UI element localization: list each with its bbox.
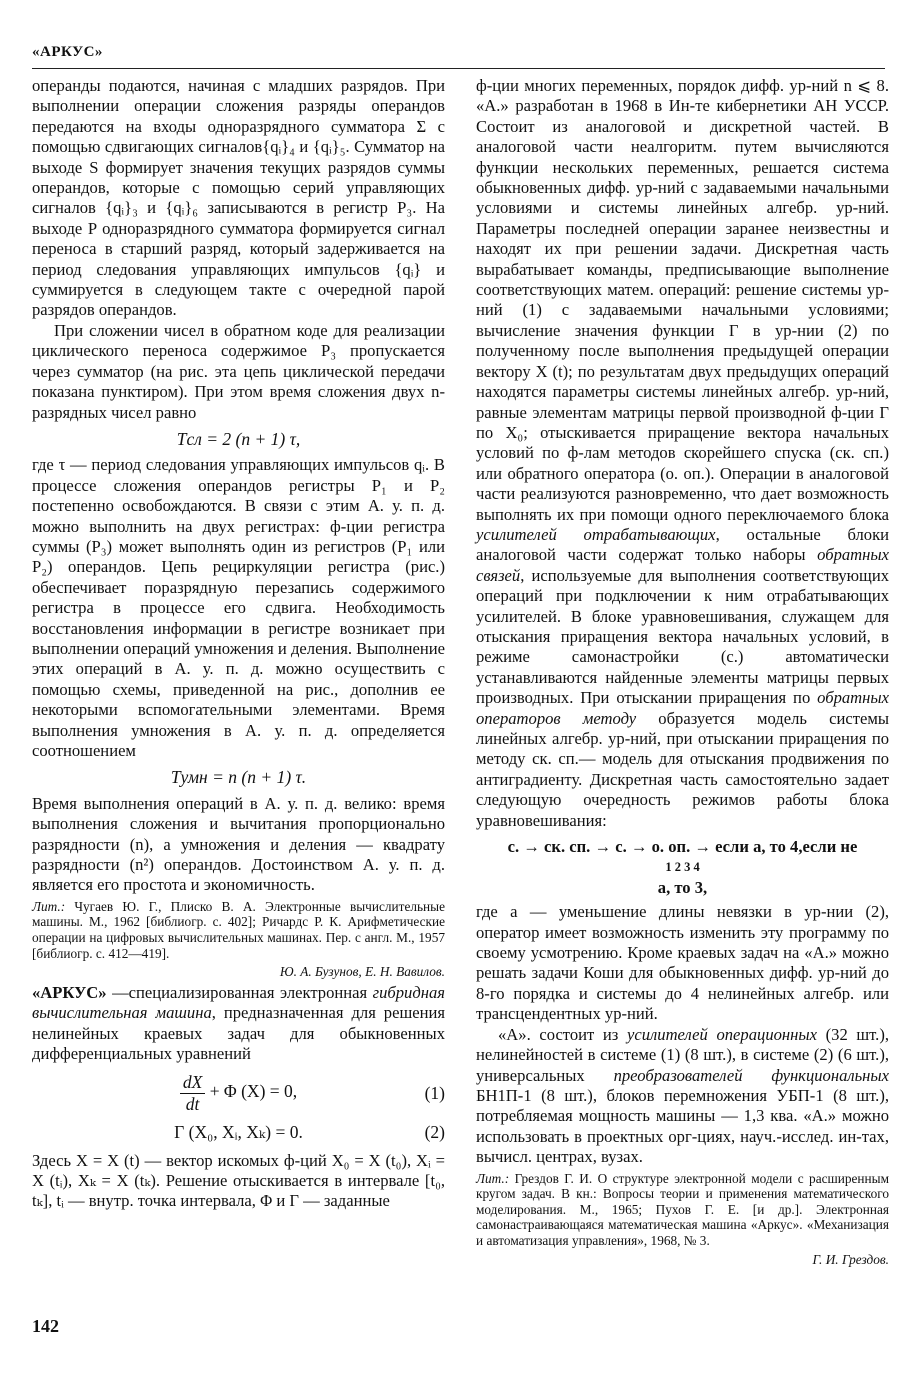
article-headword: «АРКУС» xyxy=(32,982,107,1002)
scheme-line: с. → ск. сп. → с. → о. оп. → если a, то 4,если не xyxy=(507,837,858,857)
paragraph: где τ — период следования управляющих импульсов qᵢ. В процессе сложения операндов регистры P₁ и P₂ постепенно освобождаются. В связи с этим А. у. п. д. можно выполнить на двух регистрах: ф-ции регистра суммы (P₃) может выполнять один из регистров (P₁ или P₂) операндов. Цепь рециркуляции регистра (рис.) обеспечивает поразрядную перезапись содержимого регистра в процессе его сдвига. Необходимость восстановления информации в регистре возникает при выполнении операций умножения и деления. Выполнение этих операций в А. у. п. д. можно осуществить с помощью схемы, приведенной на рис., дополнив ее некоторыми вспомогательными элементами. Время выполнения умножения в А. у. п. д. определяется соотношением xyxy=(32,455,445,760)
article-intro xyxy=(32,983,445,1065)
header-rule xyxy=(32,68,885,69)
text-span: ф-ции многих переменных, порядок дифф. ур-ний n ⩽ 8. «А.» разработан в 1968 в Ин-те кибернетики АН УССР. Состоит из аналоговой и дискретной частей. В аналоговой части неалгоритм. путем вычисляются функции нескольких переменных, решается система обыкновенных дифф. ур-ний с задаваемыми начальными условиями и системы линейных алгебр. ур-ний. Параметры последней операции заранее неизвестны и находят их при решении задачи. Дискретная часть вырабатывает команды, предписывающие выполнение соответствующих матем. операций: решение системы ур-ний (1) с задаваемыми начальными условиями; вычисление значения функции Г в ур-нии (2) по полученному после выполнения предыдущей операции вектору X (t); по результатам двух предыдущих операций находятся параметры системы линейных алгебр. ур-ний, равные элементам матрицы первой производной ф-ции Г по X₀; отыскивается приращение вектора начальных условий по ф-лам методов скорейшего спуска (ск. сп.) или обратного оператора (о. оп.). Операции в аналоговой части реализуются разновременно, что дает возможность выполнять их при помощи одного переключаемого блока xyxy=(476,76,889,524)
fraction-numerator: dX xyxy=(180,1072,205,1093)
page-number: 142 xyxy=(32,1316,59,1336)
literature-block xyxy=(476,1171,889,1249)
literature-label: Лит.: xyxy=(476,1170,510,1186)
literature-block xyxy=(32,899,445,961)
right-column xyxy=(476,76,889,1270)
text-span: «А». состоит из xyxy=(498,1024,628,1044)
cross-reference: гибридная вычислительная машина xyxy=(32,982,445,1023)
paragraph xyxy=(476,76,889,831)
literature-text: Грездов Г. И. О структуре электронной модели с расширенным кругом задач. В кн.: Вопросы теории и применения математического моделирования. М., 1965; Пухов Г. Е. [и др.]. Электронная самонастраивающаяся математическая машина «Аркус». «Механизация и автоматизация управления», 1968, № 3. xyxy=(476,1170,889,1248)
mode-sequence-scheme xyxy=(476,837,889,898)
paragraph: Время выполнения операций в А. у. п. д. велико: время выполнения сложения и вычитания пропорционально разрядности (n), а умножения и деления — квадрату разрядности (n²) операндов. Достоинством А. у. п. д. является его простота и экономичность. xyxy=(32,793,445,895)
cross-reference: обратных операторов методу xyxy=(476,688,889,728)
cross-reference: усилителей отрабатывающих xyxy=(476,524,716,544)
text-span: , используемые для выполнения соответствующих операций при подключении к ним отрабатывающих усилителей. В блоке уравновешивания, служащем для отыскания приращения вектора начальных условий, в режиме самонастройки (с.) автоматически устанавливаются найденные элементы матрицы первых производных. При отыскании приращения по xyxy=(476,565,889,708)
equation-body: Г (X₀, Xᵢ, Xₖ) = 0. xyxy=(174,1122,303,1143)
author-signature: Ю. А. Бузунов, Е. Н. Вавилов. xyxy=(279,964,445,980)
text-span: образуется модель системы линейных алгебр. ур-ний, при отыскании приращения по методу ск. сп.— модель для отыскания продвижения по антиградиенту. Дискретная часть самостоятельно задает следующую очередность режимов работы блока уравновешивания: xyxy=(476,708,889,830)
fraction-denominator: dt xyxy=(185,1093,200,1114)
scheme-step-numbers: 1 2 3 4 xyxy=(665,860,700,875)
paragraph: где a — уменьшение длины невязки в ур-нии (2), оператор имеет возможность изменить эту программу по своему усмотрению. Кроме краевых задач на «А.» можно решать задачи Коши для обыкновенных дифф. ур-ний до 8-го порядка и системы до 4 нелинейных алгебр. или трансцендентных ур-ний. xyxy=(476,902,889,1024)
paragraph xyxy=(476,1025,889,1168)
cross-reference: преобразователей функциональных xyxy=(613,1065,889,1085)
cross-reference: обратных связей xyxy=(476,545,889,585)
literature-text: Чугаев Ю. Г., Плиско В. А. Электронные вычислительные машины. М., 1962 [библиогр. с. 402]; Ричардс Р. К. Арифметические операции на цифровых вычислительных машинах. Пер. с англ. М., 1957 [библиогр. с. 412—419]. xyxy=(32,898,445,961)
cross-reference: усилителей операционных xyxy=(627,1024,817,1044)
equation-number: (1) xyxy=(424,1083,445,1104)
equation-1 xyxy=(32,1072,445,1114)
page-header: «АРКУС» xyxy=(32,44,103,60)
formula-multiplication-time: Tумн = n (n + 1) τ. xyxy=(170,767,307,788)
literature-label: Лит.: xyxy=(32,898,66,914)
scheme-line-2: a, то 3, xyxy=(657,877,708,897)
author-signature: Г. И. Грездов. xyxy=(812,1251,889,1267)
text-span: —специализированная электронная xyxy=(106,982,373,1002)
paragraph: операнды подаются, начиная с младших разрядов. При выполнении операции сложения разряды операндов передаются на входы одноразрядного сумматора Σ с помощью сдвигающих сигналов{qᵢ}₄ и {qᵢ}₅. Сумматор на выходе S формирует значения текущих разрядов суммы операндов, которые с помощью серий управляющих сигналов {qᵢ}₃ и {qᵢ}₆ записываются в регистр P₃. На выходе P одноразрядного сумматора формируется сигнал переноса в старший разряд, который задерживается на период следования управляющих импульсов {qᵢ} и суммируется в следующем такте с очередной парой разрядов операндов. xyxy=(32,76,445,320)
fraction xyxy=(180,1072,205,1114)
text-span: , остальные блоки аналоговой части содержат только наборы xyxy=(476,524,890,565)
text-span: БН1П-1 (8 шт.), блоков перемножения УБП-1 (8 шт.), потребляемая мощность машины — 1,3 ква. «А.» можно использовать в проектных орг-циях, науч.-исслед. ин-тах, вычисл. центрах, вузах. xyxy=(476,1085,889,1167)
equation-body: + Φ (X) = 0, xyxy=(209,1081,298,1102)
paragraph: При сложении чисел в обратном коде для реализации циклического переноса содержимое P₃ пропускается через сумматор (на рис. эта цепь циклической передачи показана пунктиром). При этом время сложения двух n-разрядных чисел равно xyxy=(32,320,445,422)
formula-addition-time: Tсл = 2 (n + 1) τ, xyxy=(176,428,301,449)
left-column xyxy=(32,76,445,1212)
equation-number: (2) xyxy=(424,1122,445,1143)
text-span: , предназначенная для решения нелинейных краевых задач для обыкновенных дифференциальных уравнений xyxy=(32,1003,446,1064)
text-span: (32 шт.), нелинейностей в системе (1) (8 шт.), в системе (2) (6 шт.), универсальных xyxy=(476,1024,889,1085)
equation-2 xyxy=(32,1122,445,1142)
paragraph: Здесь X = X (t) — вектор искомых ф-ций X₀ = X (t₀), Xᵢ = X (tᵢ), Xₖ = X (tₖ). Решение отыскивается в интервале [t₀, tₖ], tᵢ — внутр. точка интервала, Φ и Г — заданные xyxy=(32,1150,445,1211)
